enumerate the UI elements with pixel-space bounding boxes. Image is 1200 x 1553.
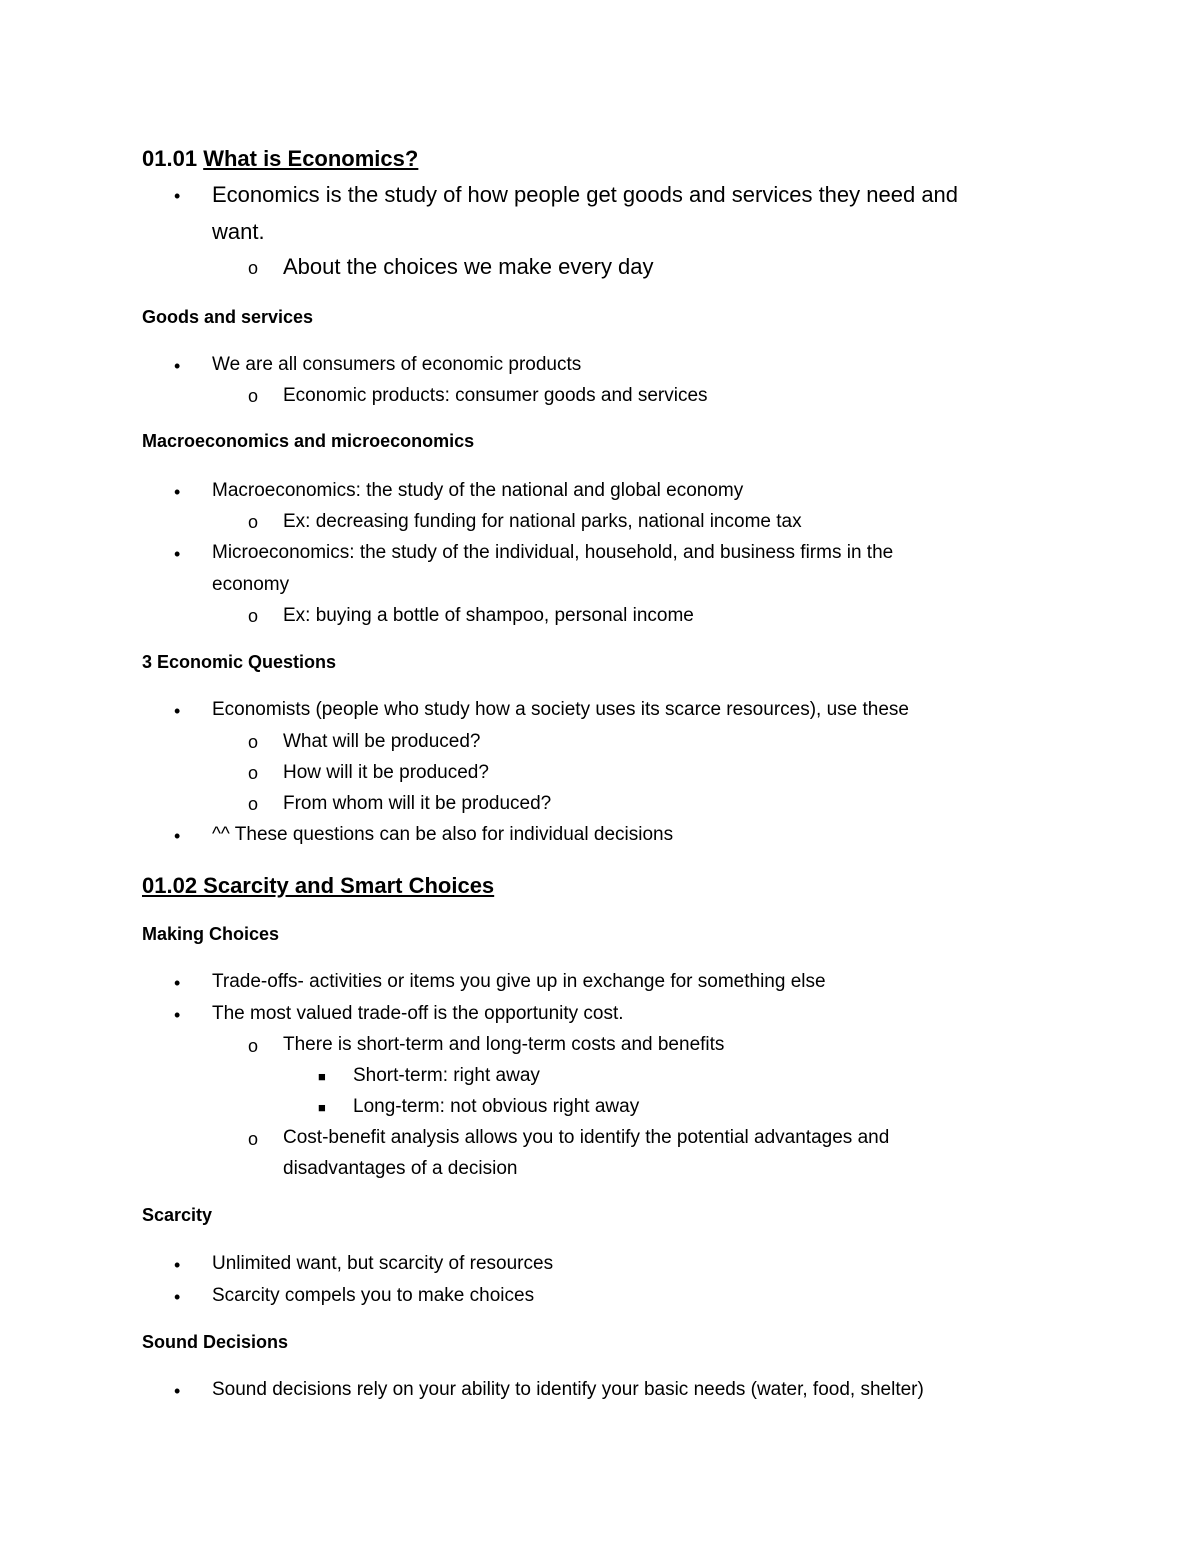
circle-bullet-icon: o xyxy=(248,794,259,814)
section-heading-01-01 xyxy=(142,146,418,172)
list-item: Ex: buying a bottle of shampoo, personal income xyxy=(283,605,694,626)
list-item: Short-term: right away xyxy=(353,1065,540,1086)
list-item: Sound decisions rely on your ability to identify your basic needs (water, food, shelter) xyxy=(212,1379,924,1400)
list-item: Economics is the study of how people get goods and services they need and xyxy=(212,182,959,207)
bullet-icon: • xyxy=(174,973,181,993)
bullet-icon: • xyxy=(174,1287,181,1307)
list-item: Cost-benefit analysis allows you to identify the potential advantages and xyxy=(283,1127,890,1148)
list-item: Economic products: consumer goods and services xyxy=(283,385,708,406)
bullet-icon: • xyxy=(174,1005,181,1025)
bullet-icon: • xyxy=(174,356,181,376)
section-number: 01.01 xyxy=(142,146,198,171)
subheading-macro: Macroeconomics and microeconomics xyxy=(142,431,475,451)
bullet-icon: • xyxy=(174,186,181,206)
list-item: Economists (people who study how a society uses its scarce resources), use these xyxy=(212,699,909,720)
circle-bullet-icon: o xyxy=(248,1036,259,1056)
square-bullet-icon: ■ xyxy=(318,1069,326,1084)
bullet-icon: • xyxy=(174,1255,181,1275)
list-item: From whom will it be produced? xyxy=(283,793,552,814)
list-item-continuation: disadvantages of a decision xyxy=(283,1158,518,1179)
list-item: Ex: decreasing funding for national parks, national income tax xyxy=(283,511,802,532)
circle-bullet-icon: o xyxy=(248,386,259,406)
list-item: What will be produced? xyxy=(283,731,481,752)
bullet-icon: • xyxy=(174,1381,181,1401)
bullet-icon: • xyxy=(174,701,181,721)
circle-bullet-icon: o xyxy=(248,258,259,278)
circle-bullet-icon: o xyxy=(248,606,259,626)
list-item-continuation: want. xyxy=(212,219,265,244)
subheading-sound: Sound Decisions xyxy=(142,1332,289,1352)
list-item: Trade-offs- activities or items you give up in exchange for something else xyxy=(212,971,826,992)
subheading-scarcity: Scarcity xyxy=(142,1205,213,1225)
bullet-icon: • xyxy=(174,544,181,564)
subheading-goods: Goods and services xyxy=(142,307,314,327)
bullet-icon: • xyxy=(174,826,181,846)
list-item: Microeconomics: the study of the individual, household, and business firms in the xyxy=(212,542,894,563)
square-bullet-icon: ■ xyxy=(318,1100,326,1115)
section-heading-01-02: 01.02 Scarcity and Smart Choices xyxy=(142,873,495,898)
list-item: Long-term: not obvious right away xyxy=(353,1096,640,1117)
subheading-choices: Making Choices xyxy=(142,924,280,944)
list-item-continuation: economy xyxy=(212,574,290,595)
section-title: What is Economics? xyxy=(203,146,419,171)
list-item: About the choices we make every day xyxy=(283,254,654,279)
list-item: Macroeconomics: the study of the national and global economy xyxy=(212,480,744,501)
circle-bullet-icon: o xyxy=(248,763,259,783)
list-item: ^^ These questions can be also for individual decisions xyxy=(212,824,674,845)
circle-bullet-icon: o xyxy=(248,512,259,532)
circle-bullet-icon: o xyxy=(248,732,259,752)
list-item: Unlimited want, but scarcity of resources xyxy=(212,1253,554,1274)
subheading-questions: 3 Economic Questions xyxy=(142,652,337,672)
list-item: We are all consumers of economic products xyxy=(212,354,582,375)
list-item: Scarcity compels you to make choices xyxy=(212,1285,535,1306)
list-item: How will it be produced? xyxy=(283,762,489,783)
list-item: The most valued trade-off is the opportunity cost. xyxy=(212,1003,624,1024)
list-item: There is short-term and long-term costs and benefits xyxy=(283,1034,725,1055)
bullet-icon: • xyxy=(174,482,181,502)
circle-bullet-icon: o xyxy=(248,1129,259,1149)
